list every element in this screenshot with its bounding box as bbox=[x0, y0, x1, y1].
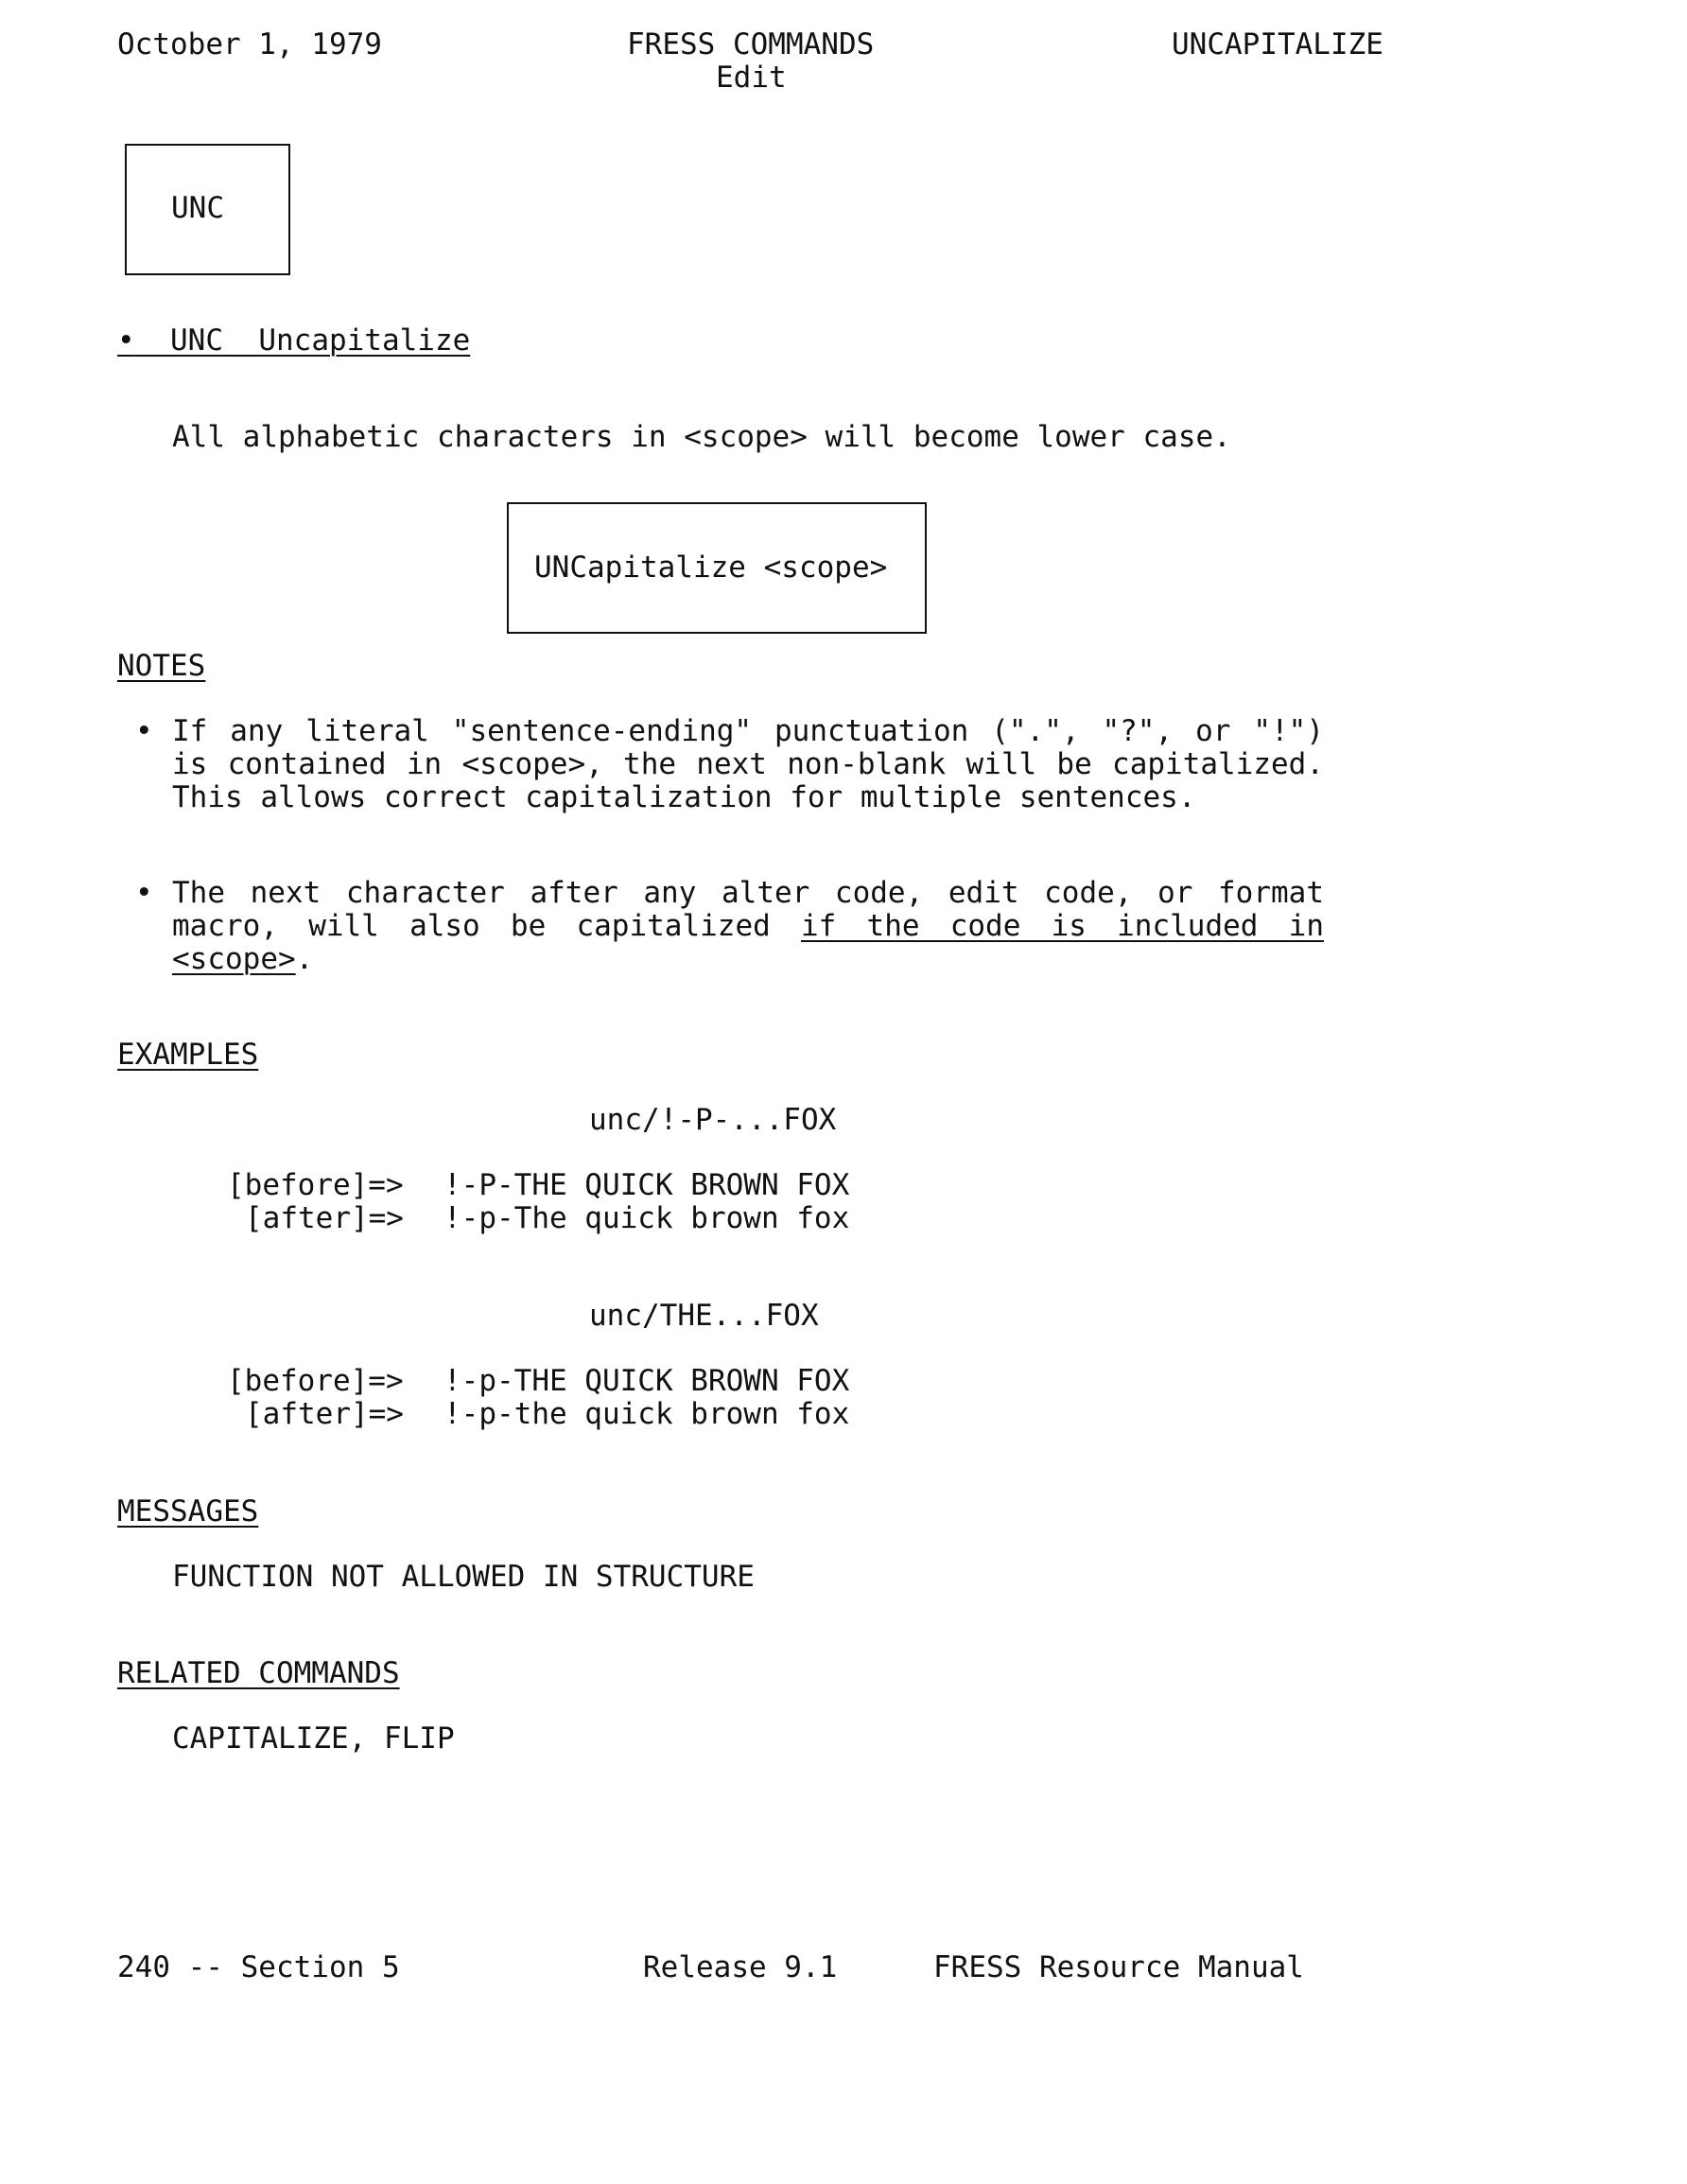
command-box-label: UNC bbox=[171, 191, 224, 225]
command-heading bbox=[117, 324, 470, 358]
example-2-before-label: [before]=> bbox=[227, 1364, 404, 1398]
header-title: FRESS COMMANDS bbox=[627, 27, 875, 61]
example-1-before-label: [before]=> bbox=[227, 1168, 404, 1202]
notes-item-2-end: . bbox=[295, 942, 314, 976]
heading-name: Uncapitalize bbox=[258, 323, 471, 358]
messages-text: FUNCTION NOT ALLOWED IN STRUCTURE bbox=[172, 1560, 755, 1594]
example-2-before-value: !-p-THE QUICK BROWN FOX bbox=[443, 1364, 850, 1398]
example-1-before-value: !-P-THE QUICK BROWN FOX bbox=[443, 1168, 850, 1202]
example-1-after-label: [after]=> bbox=[245, 1201, 404, 1235]
footer-manual: FRESS Resource Manual bbox=[933, 1950, 1304, 1984]
header-subtitle: Edit bbox=[716, 61, 787, 95]
example-2-after-label: [after]=> bbox=[245, 1397, 404, 1431]
example-2-after-value: !-p-the quick brown fox bbox=[443, 1397, 850, 1431]
notes-item-2-underlined: if the code is included in <scope> bbox=[172, 909, 1324, 976]
example-1-command: unc/!-P-...FOX bbox=[589, 1103, 837, 1137]
example-2-command: unc/THE...FOX bbox=[589, 1299, 819, 1333]
examples-title: EXAMPLES bbox=[117, 1038, 259, 1072]
messages-title: MESSAGES bbox=[117, 1494, 259, 1529]
notes-item-2 bbox=[172, 877, 1324, 976]
syntax-box-label: UNCapitalize <scope> bbox=[534, 550, 888, 585]
heading-bullet: • bbox=[117, 323, 135, 358]
heading-abbrev: UNC bbox=[170, 323, 223, 358]
notes-item-1: If any literal "sentence-ending" punctuation (".", "?", or "!") is contained in <scope>, the next non-blank will be capitalized. This allows correct capitalization for multiple sentences. bbox=[172, 714, 1324, 814]
description: All alphabetic characters in <scope> will become lower case. bbox=[172, 420, 1231, 454]
footer-release: Release 9.1 bbox=[643, 1950, 838, 1984]
footer-section: 240 -- Section 5 bbox=[117, 1950, 400, 1984]
notes-title: NOTES bbox=[117, 649, 206, 683]
notes-bullet-1: • bbox=[135, 714, 153, 748]
related-title: RELATED COMMANDS bbox=[117, 1656, 400, 1690]
notes-item-2-text: The next character after any alter code, edit code, or format macro, will also be capitalized bbox=[172, 876, 1324, 943]
related-text: CAPITALIZE, FLIP bbox=[172, 1721, 455, 1756]
example-1-after-value: !-p-The quick brown fox bbox=[443, 1201, 850, 1235]
header-command: UNCAPITALIZE bbox=[1172, 27, 1383, 61]
header-date: October 1, 1979 bbox=[117, 27, 382, 61]
notes-bullet-2: • bbox=[135, 876, 153, 910]
